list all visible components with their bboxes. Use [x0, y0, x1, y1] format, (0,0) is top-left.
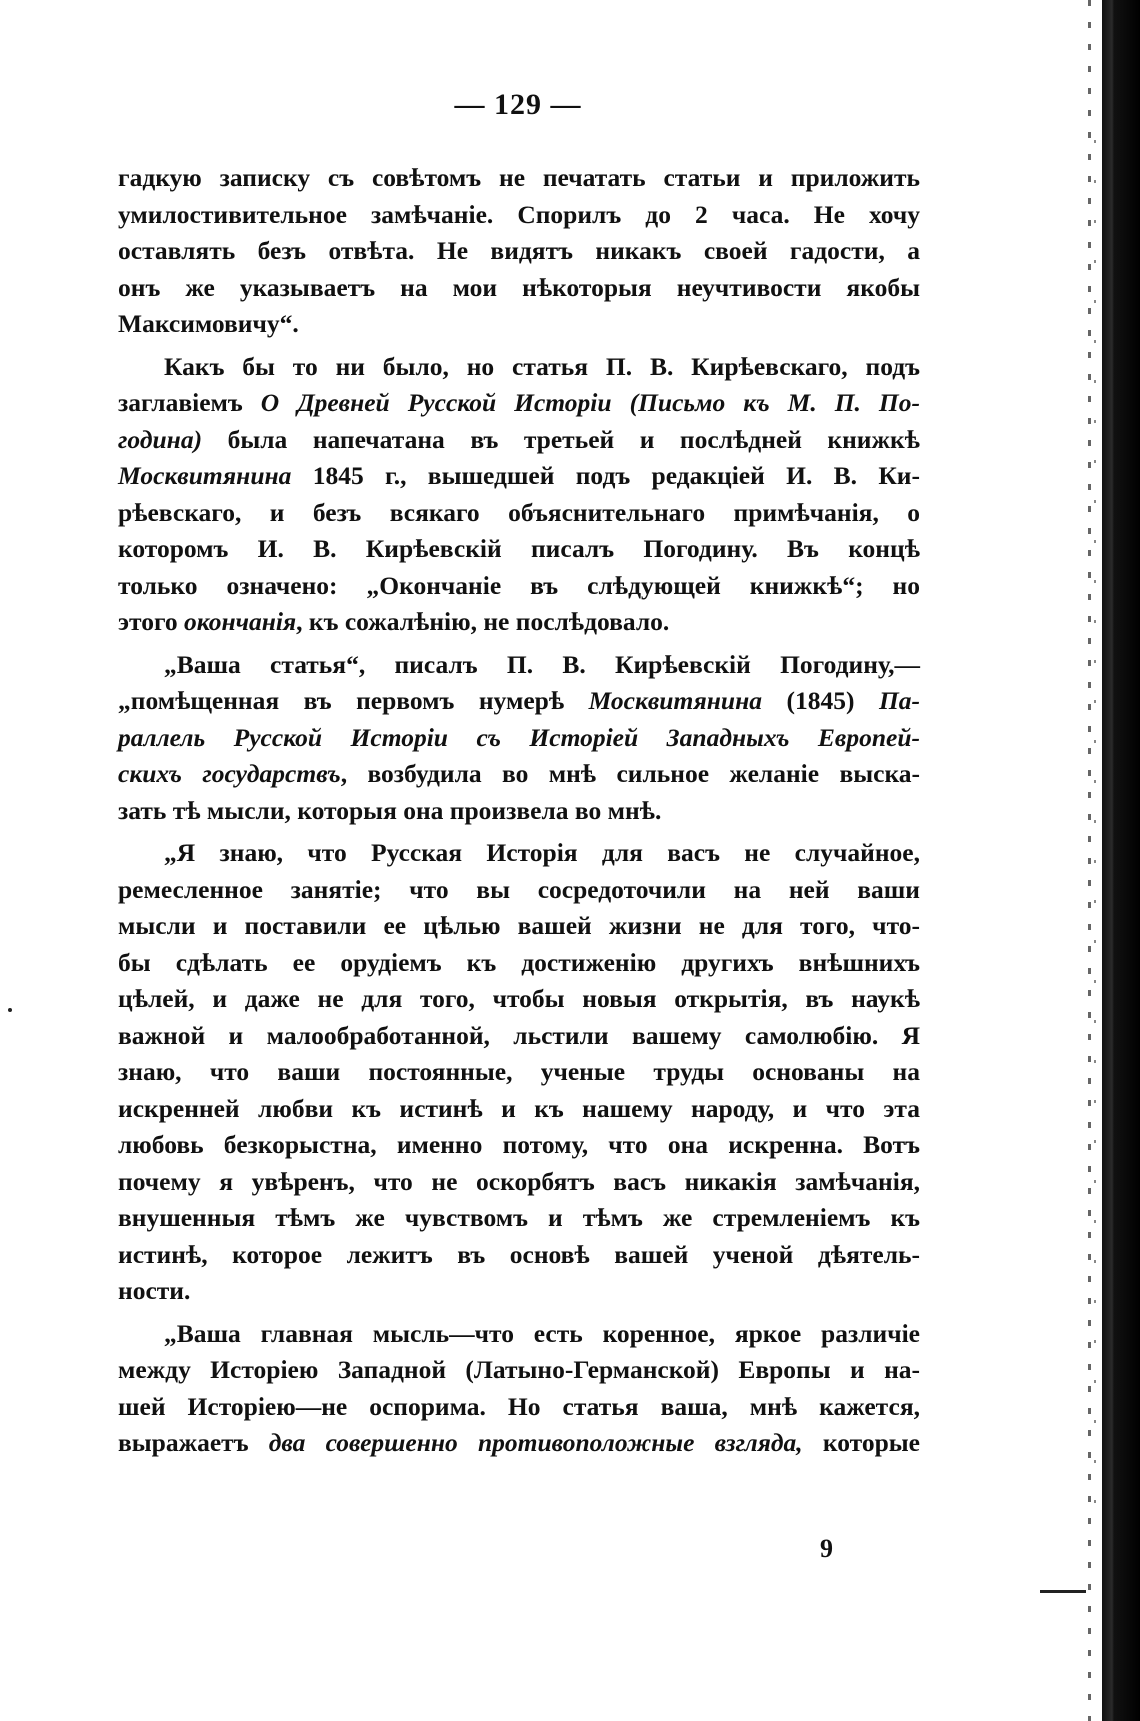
text-line: „помѣщенная въ первомъ нумерѣ Москвитянина (1845) Па- — [118, 686, 921, 715]
text-line: знаю, что ваши постоянные, ученые труды основаны на — [118, 1057, 920, 1086]
text-line: любовь безкорыстна, именно потому, что она искренна. Вотъ — [118, 1130, 920, 1159]
text-line: скихъ государствъ, возбудила во мнѣ сильное желаніе выска- — [118, 759, 920, 788]
text-line: онъ же указываетъ на мои нѣкоторыя неучтивости якобы — [118, 272, 920, 302]
text-line: Какъ бы то ни было, но статья П. В. Кирѣевскаго, подъ — [164, 351, 920, 381]
text-line: „Ваша главная мысль—что есть коренное, яркое различіе — [164, 1318, 920, 1348]
text-line: бы сдѣлать ее орудіемъ къ достиженію другихъ внѣшнихъ — [118, 947, 920, 977]
signature-mark: 9 — [820, 1534, 833, 1563]
text-line: гадкую записку съ совѣтомъ не печатать статьи и приложить — [118, 163, 920, 192]
margin-rule-mark — [1040, 1590, 1086, 1593]
text-line: „Я знаю, что Русская Исторія для васъ не случайное, — [164, 838, 920, 867]
text-line: ремесленное занятіе; что вы сосредоточили на ней ваши — [118, 874, 920, 904]
text-line: цѣлей, и даже не для того, чтобы новыя открытія, въ наукѣ — [118, 984, 920, 1013]
text-line: рѣевскаго, и безъ всякаго объяснительнаго примѣчанія, о — [118, 497, 920, 527]
text-line: оставлять безъ отвѣта. Не видятъ никакъ своей гадости, а — [118, 236, 920, 265]
text-line: искренней любви къ истинѣ и къ нашему народу, и что эта — [118, 1093, 920, 1123]
text-line: важной и малообработанной, льстили вашему самолюбію. Я — [118, 1020, 920, 1050]
text-line: година) была напечатана въ третьей и послѣдней книжкѣ — [118, 424, 920, 454]
text-line: внушенныя тѣмъ же чувствомъ и тѣмъ же стремленіемъ къ — [118, 1203, 920, 1232]
text-line: Максимовичу“. — [118, 309, 299, 338]
text-line: только означено: „Окончаніе въ слѣдующей книжкѣ“; но — [118, 570, 920, 600]
text-line: раллель Русской Исторіи съ Исторіей Западныхъ Европей- — [118, 722, 920, 752]
text-line: между Исторіею Западной (Латыно-Германской) Европы и на- — [118, 1355, 920, 1384]
body-text — [118, 160, 920, 1462]
text-line: „Ваша статья“, писалъ П. В. Кирѣевскій Погодину,— — [164, 649, 920, 679]
text-line: выражаетъ два совершенно противоположные взгляда, которые — [118, 1428, 920, 1457]
text-line: истинѣ, которое лежитъ въ основѣ вашей ученой дѣятель- — [118, 1239, 920, 1269]
text-line: почему я увѣренъ, что не оскорбятъ васъ никакія замѣчанія, — [118, 1166, 920, 1196]
binding-edge — [1080, 0, 1140, 1721]
stray-ink-mark — [8, 1008, 12, 1012]
text-line: заглавіемъ О Древней Русской Исторіи (Письмо къ М. П. По- — [118, 388, 921, 417]
text-line: которомъ И. В. Кирѣевскій писалъ Погодину. Въ концѣ — [118, 534, 920, 563]
text-line: Москвитянина 1845 г., вышедшей подъ редакціей И. В. Ки- — [118, 461, 920, 490]
text-line: ности. — [118, 1276, 191, 1305]
text-line: зать тѣ мысли, которыя она произвела во мнѣ. — [118, 795, 662, 825]
page-number-header: — 129 — — [454, 88, 582, 121]
text-line: шей Исторіею—не оспорима. Но статья ваша, мнѣ кажется, — [118, 1391, 920, 1421]
text-line: этого окончанія, къ сожалѣнію, не послѣдовало. — [118, 607, 670, 636]
text-line: мысли и поставили ее цѣлью вашей жизни не для того, что- — [118, 911, 920, 940]
text-line: умилостивительное замѣчаніе. Спорилъ до 2 часа. Не хочу — [118, 199, 920, 229]
